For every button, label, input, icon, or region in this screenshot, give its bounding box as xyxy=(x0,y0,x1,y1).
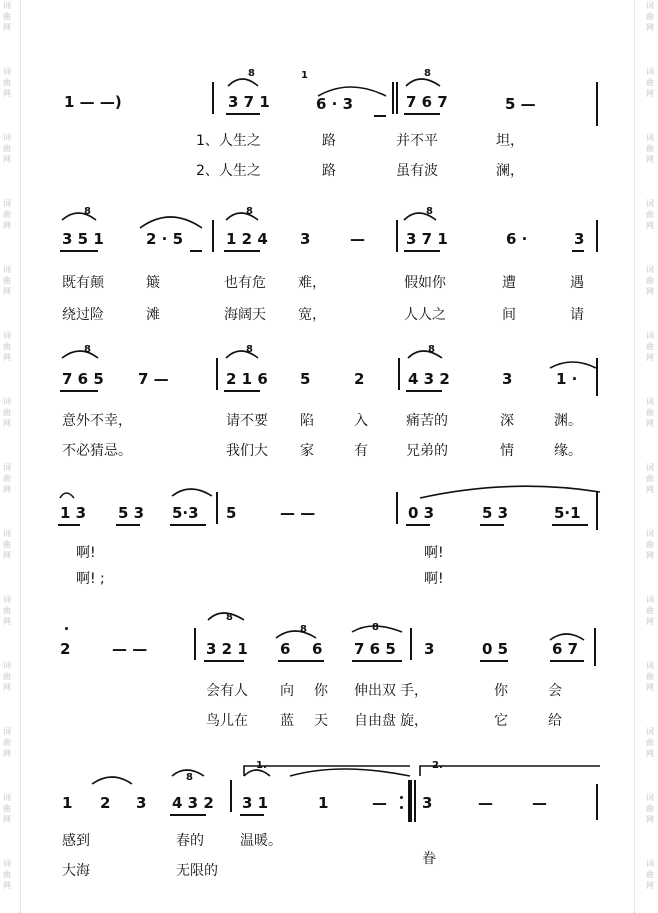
note: 3 xyxy=(574,230,585,248)
lyric: 大海 xyxy=(62,863,90,879)
lyric: 旋， xyxy=(400,713,428,729)
barline xyxy=(596,220,598,252)
tuplet-mark: 8 xyxy=(424,68,431,79)
lyric: 2、人生之 xyxy=(196,163,261,179)
note: 3 5 1 xyxy=(62,230,104,248)
note: — xyxy=(478,794,493,812)
lyric: 难， xyxy=(298,275,326,291)
lyric: 簸 xyxy=(146,275,160,291)
note: 1 2 4 xyxy=(226,230,268,248)
lyric: 啊! xyxy=(76,545,96,561)
note: 7 6 5 xyxy=(354,640,396,658)
beam xyxy=(352,660,402,662)
beam xyxy=(170,524,206,526)
barline xyxy=(596,784,598,820)
lyric: 会有人 xyxy=(206,683,248,699)
lyric: 海阔天 xyxy=(224,307,266,323)
lyric: 天 xyxy=(314,713,328,729)
lyric: 宽， xyxy=(298,307,326,323)
note: 7 6 7 xyxy=(406,93,448,111)
note: 1 xyxy=(62,794,73,812)
slur xyxy=(172,489,212,496)
lyric: 虽有波 xyxy=(396,163,438,179)
lyric: 你 xyxy=(494,683,508,699)
slur xyxy=(140,217,202,228)
slur xyxy=(228,79,258,86)
tuplet-mark: 8 xyxy=(248,68,255,79)
note: — xyxy=(350,230,365,248)
repeat-barline xyxy=(408,780,412,822)
beam xyxy=(60,250,98,252)
slur xyxy=(550,362,596,368)
note: 7 6 5 xyxy=(62,370,104,388)
note: 5 3 xyxy=(118,504,145,522)
note: 2 xyxy=(354,370,365,388)
barline xyxy=(216,358,218,390)
lyric: 坦， xyxy=(496,133,524,149)
note: 3 xyxy=(502,370,513,388)
slur xyxy=(226,213,258,220)
lyric: 给 xyxy=(548,713,562,729)
tuplet-mark: 8 xyxy=(426,206,433,217)
beam xyxy=(60,390,98,392)
note: — — xyxy=(280,504,316,522)
note: 3 1 xyxy=(242,794,269,812)
lyric: 自由盘 xyxy=(354,713,396,729)
lyric: 感到 xyxy=(62,833,90,849)
note: 2 1 6 xyxy=(226,370,268,388)
note: 5 — xyxy=(505,95,536,113)
note: — xyxy=(372,794,387,812)
note: — — xyxy=(112,640,148,658)
beam xyxy=(226,113,260,115)
lyric: 也有危 xyxy=(224,275,266,291)
note: 5 3 xyxy=(482,504,509,522)
note: 6 7 xyxy=(552,640,579,658)
repeat-barline xyxy=(414,780,416,822)
note: 5 xyxy=(300,370,311,388)
lyric: 痛苦的 xyxy=(406,413,448,429)
beam xyxy=(170,814,206,816)
tuplet-mark: 8 xyxy=(84,206,91,217)
note: 1 3 xyxy=(60,504,87,522)
note: 3 2 1 xyxy=(206,640,248,658)
lyric: 温暖。 xyxy=(240,833,282,849)
tuplet-mark: 8 xyxy=(300,624,307,635)
lyric: 蓝 xyxy=(280,713,294,729)
lyric: 你 xyxy=(314,683,328,699)
lyric: 遇 xyxy=(570,275,584,291)
barline xyxy=(596,492,598,530)
tuplet-mark: 8 xyxy=(428,344,435,355)
lyric: 并不平 xyxy=(396,133,438,149)
lyric: 无限的 xyxy=(176,863,218,879)
lyric: 路 xyxy=(322,133,336,149)
slur xyxy=(290,769,410,776)
lyric: 假如你 xyxy=(404,275,446,291)
watermark-right: 词曲网 词曲网 词曲网 词曲网 词曲网 词曲网 词曲网 词曲网 词曲网 词曲网 词曲网 词曲网 词曲网 词曲网 xyxy=(646,1,654,890)
barline xyxy=(594,628,596,666)
note: 2 · 5 xyxy=(146,230,184,248)
slur xyxy=(60,493,74,498)
slur xyxy=(226,351,258,358)
volta-2-label: 2. xyxy=(432,760,443,771)
beam xyxy=(550,660,584,662)
volta-1-label: 1. xyxy=(256,760,267,771)
note: 6 · xyxy=(506,230,528,248)
note: 6 · 3 xyxy=(316,95,354,113)
lyric: 请不要 xyxy=(226,413,268,429)
slur xyxy=(408,351,442,358)
beam xyxy=(116,524,140,526)
note: — xyxy=(532,794,547,812)
slur xyxy=(406,79,440,86)
slur xyxy=(92,777,132,784)
lyric: 1、人生之 xyxy=(196,133,261,149)
lyric: 它 xyxy=(494,713,508,729)
beam xyxy=(224,390,260,392)
beam xyxy=(480,524,504,526)
barline xyxy=(396,82,398,114)
note: 0 3 xyxy=(408,504,435,522)
lyric: 遭 xyxy=(502,275,516,291)
lyric: 我们大 xyxy=(226,443,268,459)
barline xyxy=(396,220,398,252)
note: 5·3 xyxy=(172,504,199,522)
barline xyxy=(194,628,196,660)
barline xyxy=(596,82,598,126)
note: 0 5 xyxy=(482,640,509,658)
beam xyxy=(190,250,202,252)
grace-note: 1 xyxy=(301,70,308,81)
note: 3 xyxy=(422,794,433,812)
lyric: 啊! ; xyxy=(76,571,105,587)
tuplet-mark: 8 xyxy=(246,206,253,217)
beam xyxy=(404,113,440,115)
lyric: 啊! xyxy=(424,545,444,561)
lyric: 陷 xyxy=(300,413,314,429)
lyric: 有 xyxy=(354,443,368,459)
beam xyxy=(404,250,440,252)
volta-2-bracket xyxy=(420,766,600,776)
lyric: 滩 xyxy=(146,307,160,323)
barline xyxy=(230,780,232,812)
lyric: 手， xyxy=(400,683,428,699)
note: 1 · xyxy=(556,370,578,388)
barline xyxy=(216,492,218,524)
lyric: 鸟儿在 xyxy=(206,713,248,729)
slur xyxy=(420,486,600,498)
lyric: 春的 xyxy=(176,833,204,849)
note: 3 xyxy=(136,794,147,812)
lyric: 入 xyxy=(354,413,368,429)
slur xyxy=(62,351,98,358)
barline xyxy=(596,358,598,396)
note: 4 3 2 xyxy=(172,794,214,812)
tuplet-mark: 8 xyxy=(372,622,379,633)
lyric: 既有颠 xyxy=(62,275,104,291)
note: 5·1 xyxy=(554,504,581,522)
barline xyxy=(212,220,214,252)
lyric: 家 xyxy=(300,443,314,459)
lyric: 缘。 xyxy=(554,443,582,459)
lyric: 啊! xyxy=(424,571,444,587)
note: 3 xyxy=(300,230,311,248)
lyric: 请 xyxy=(570,307,584,323)
watermark-left: 词曲网 词曲网 词曲网 词曲网 词曲网 词曲网 词曲网 词曲网 词曲网 词曲网 词曲网 词曲网 词曲网 词曲网 xyxy=(3,1,11,890)
lyric: 间 xyxy=(502,307,516,323)
lyric: 会 xyxy=(548,683,562,699)
beam xyxy=(572,250,584,252)
lyric: 伸出双 xyxy=(354,683,396,699)
note: 3 7 1 xyxy=(228,93,270,111)
lyric: 渊。 xyxy=(554,413,582,429)
lyric: 向 xyxy=(280,683,294,699)
note: 6 xyxy=(312,640,323,658)
note: 2 xyxy=(100,794,111,812)
note: 6 xyxy=(280,640,291,658)
lyric: 路 xyxy=(322,163,336,179)
note: 1 — —) xyxy=(64,93,122,111)
barline xyxy=(398,358,400,390)
note: 2 xyxy=(60,640,71,658)
beam xyxy=(480,660,508,662)
repeat-dot xyxy=(400,796,403,799)
tuplet-mark: 8 xyxy=(186,772,193,783)
note: 5 xyxy=(226,504,237,522)
note: 3 xyxy=(424,640,435,658)
lyric: 眷 xyxy=(422,851,436,867)
beam xyxy=(224,250,260,252)
barline xyxy=(410,628,412,660)
note: 7 — xyxy=(138,370,169,388)
beam xyxy=(374,115,386,117)
barline xyxy=(396,492,398,524)
tuplet-mark: 8 xyxy=(226,612,233,623)
lyric: 人人之 xyxy=(404,307,446,323)
lyric: 深 xyxy=(500,413,514,429)
lyric: 意外不幸， xyxy=(62,413,132,429)
slur xyxy=(276,631,316,638)
tuplet-mark: 8 xyxy=(246,344,253,355)
beam xyxy=(58,524,80,526)
beam xyxy=(406,524,430,526)
lyric: 澜， xyxy=(496,163,524,179)
note: 3 7 1 xyxy=(406,230,448,248)
lyric: 兄弟的 xyxy=(406,443,448,459)
note: 4 3 2 xyxy=(408,370,450,388)
beam xyxy=(278,660,324,662)
beam xyxy=(552,524,588,526)
repeat-dot xyxy=(400,806,403,809)
tuplet-mark: 8 xyxy=(84,344,91,355)
note: 1 xyxy=(318,794,329,812)
beam xyxy=(204,660,244,662)
octave-dot xyxy=(65,627,68,630)
barline xyxy=(392,82,394,114)
lyric: 情 xyxy=(500,443,514,459)
lyric: 绕过险 xyxy=(62,307,104,323)
barline xyxy=(212,82,214,114)
lyric: 不必猜忌。 xyxy=(62,443,132,459)
beam xyxy=(406,390,442,392)
beam xyxy=(240,814,264,816)
